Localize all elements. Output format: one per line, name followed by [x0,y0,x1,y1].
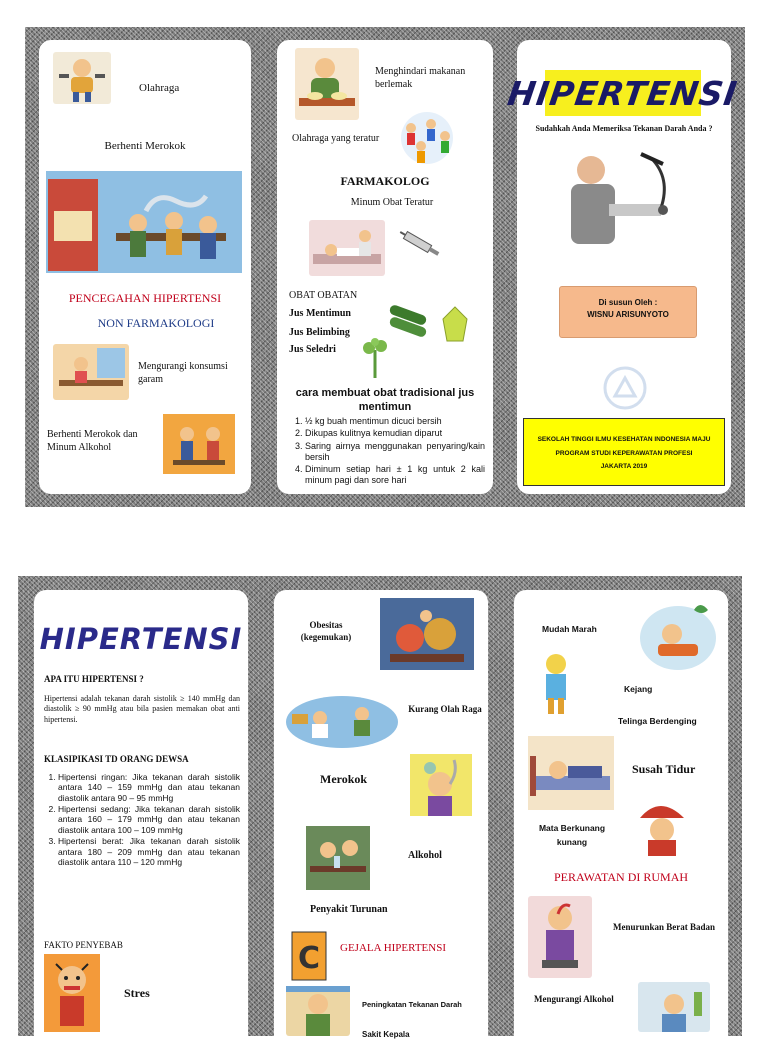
logo-text: HIPERTENSI [505,73,741,113]
cara-membuat-title: cara membuat obat tradisional jus mentimun [295,387,475,414]
program-name: PROGRAM STUDI KEPERAWATAN PROFESI [555,449,693,457]
weight-loss-illustration [528,896,592,978]
kurang-olah-raga-text: Kurang Olah Raga [408,704,482,714]
panel-symptoms-care [514,590,728,1050]
alkohol-text: Alkohol [408,850,442,861]
panel-causes [274,590,488,1050]
stress-illustration [44,954,100,1032]
drinking-illustration [163,414,235,474]
jus-belimbing-text: Jus Belimbing [289,327,350,338]
obesity-illustration [380,598,474,670]
author-box [559,286,697,338]
berhenti-merokok-alkohol-text: Berhenti Merokok dan Minum Alkohol [47,429,138,453]
obat-obatan-text: OBAT OBATAN [289,290,358,301]
insomnia-illustration [528,736,614,810]
cucumber-icon [385,302,431,342]
merokok-text: Merokok [320,772,368,786]
elderly-illustration [286,986,350,1036]
menurunkan-text: Menurunkan Berat Badan [612,922,716,932]
panel-cover [505,40,741,494]
farmakolog-title: FARMAKOLOG [340,174,430,188]
telinga-text: Telinga Berdenging [618,716,697,726]
jus-seledri-text: Jus Seledri [289,344,336,355]
brochure-inner-side [18,576,742,1039]
institution-box [523,418,725,486]
exercise-illustration [53,52,111,104]
klasifikasi-item: 2. Hipertensi sedang: Jika tekanan darah sistolik antara 160 – 179 mmHg dan atau tekanan diastolik antara 100 – 109 mmHg [58,804,240,835]
group-exercise-illustration [391,108,463,168]
panel-definition [34,590,248,1050]
panel-prevention [39,40,251,494]
starfruit-icon [437,305,473,345]
mata-text: Mata Berkunang kunang [538,823,606,847]
non-farmakologi-title: NON FARMAKOLOGI [97,316,215,330]
minum-obat-text: Minum Obat Teratur [350,197,434,208]
berhenti-merokok-text: Berhenti Merokok [104,140,186,152]
step-item: 2. Dikupas kulitnya kemudian diparut [305,428,485,439]
olahraga-text: Olahraga [139,82,180,94]
klasifikasi-title: KLASIPIKASI TD ORANG DEWSA [44,754,189,764]
city-year: JAKARTA 2019 [600,463,648,471]
kejang-text: Kejang [624,684,653,694]
step-item: 4. Diminum setiap hari ± 1 kg untuk 2 kali minum pagi dan sore hari [305,464,485,487]
blood-pressure-check-illustration [551,148,681,256]
kitchen-illustration [53,344,129,400]
step-item: 1. ½ kg buah mentimun dicuci bersih [305,416,485,427]
author-name: WISNU ARISUNYOTO [587,310,669,319]
pencegahan-title: PENCEGAHAN HIPERTENSI [68,291,222,305]
mudah-marah-text: Mudah Marah [542,624,597,634]
sakit-kepala-text: Sakit Kepala [362,1030,410,1039]
campus-logo-watermark [601,366,649,410]
definition-text: Hipertensi adalah tekanan darah sistolik ≥ 140 mmHg dan diastolik ≥ 90 mmHg atau bila pasien memakan obat anti hipertensi. [44,694,240,724]
klasifikasi-list [44,772,240,868]
step-item: 3. Saring airnya menggunakan penyaring/kain bersih [305,441,485,464]
fakto-penyebab-title: FAKTO PENYEBAB [44,940,123,950]
seizure-illustration [530,648,582,718]
dizzy-illustration [626,796,692,856]
celery-icon [359,338,391,378]
fatty-food-illustration [295,48,359,120]
jus-mentimun-text: Jus Mentimun [289,308,351,319]
panel-pharmacology [277,40,493,494]
perawatan-title: PERAWATAN DI RUMAH [553,870,689,884]
smoker-illustration [410,754,472,816]
klasifikasi-item: 3. Hipertensi berat: Jika tekanan darah sistolik antara 180 – 209 mmHg dan atau tekanan diastolik antara 110 – 120 mmHg [58,836,240,867]
alcohol-illustration [306,826,370,890]
cara-membuat-steps [291,416,485,488]
brochure-outer-side [25,27,745,507]
gejala-title: GEJALA HIPERTENSI [340,942,446,954]
penyakit-turunan-text: Penyakit Turunan [310,904,388,915]
susah-tidur-text: Susah Tidur [632,762,696,776]
syringe-icon [397,226,445,262]
mengurangi-garam-text: Mengurangi konsumsi garam [138,361,228,385]
olahraga-teratur-text: Olahraga yang teratur [292,133,380,144]
angry-illustration [638,598,718,672]
lazy-exercise-illustration [282,690,400,750]
institution-name: SEKOLAH TINGGI ILMU KESEHATAN INDONESIA MAJU [537,436,711,443]
question-text: Sudahkah Anda Memeriksa Tekanan Darah Anda ? [535,124,713,133]
logo-text: HIPERTENSI [39,622,243,656]
apa-itu-title: APA ITU HIPERTENSI ? [44,674,144,684]
stres-text: Stres [124,986,150,1000]
patient-bed-illustration [309,220,385,276]
no-alcohol-illustration [638,982,710,1032]
peningkatan-text: Peningkatan Tekanan Darah [362,1000,462,1009]
disusun-label: Di susun Oleh : [598,298,658,307]
mengurangi-alkohol-text: Mengurangi Alkohol [534,994,614,1004]
menghindari-lemak-text: Menghindari makanan berlemak [375,66,466,90]
gejala-icon [288,928,330,984]
klasifikasi-item: 1. Hipertensi ringan: Jika tekanan darah sistolik antara 140 – 159 mmHg dan atau tekanan diastolik antara 90 – 95 mmHg [58,772,240,803]
obesitas-text: Obesitas (kegemukan) [300,620,352,642]
hipertensi-logo-small [34,622,248,656]
hipertensi-logo [505,70,741,116]
svg-text:C: C [297,941,321,976]
smoking-cafe-illustration [46,171,242,273]
